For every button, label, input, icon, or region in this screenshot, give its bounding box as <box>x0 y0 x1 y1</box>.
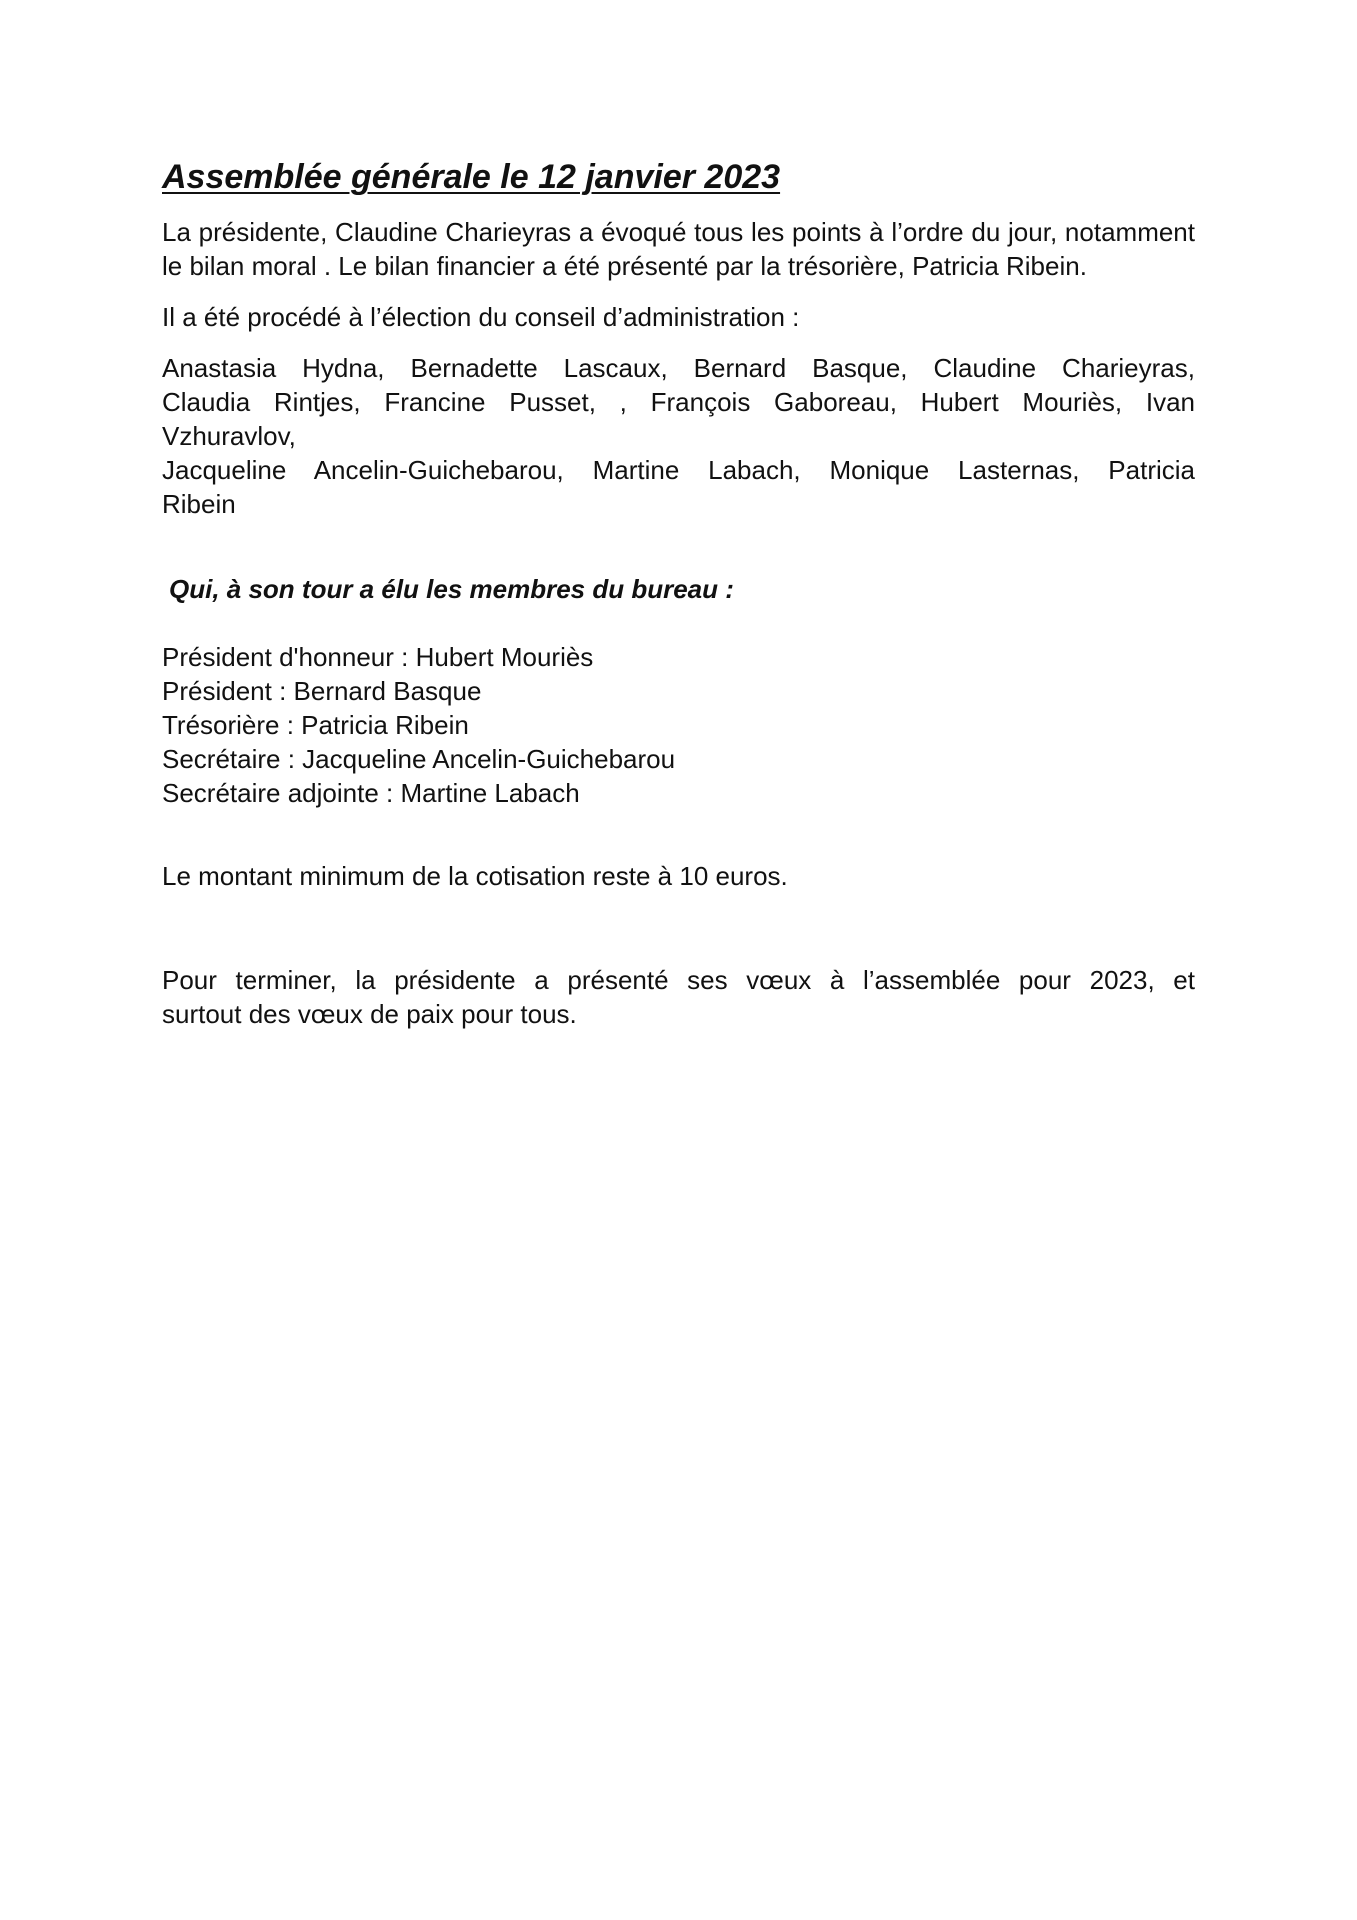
members-line: Claudia Rintjes, Francine Pusset, , François Gaboreau, Hubert Mouriès, Ivan <box>162 387 1195 417</box>
document-title: Assemblée générale le 12 janvier 2023 <box>162 158 781 196</box>
members-line: Vzhuravlov, <box>162 421 296 451</box>
members-line: Ribein <box>162 489 236 519</box>
bureau-item-honorary-president: Président d'honneur : Hubert Mouriès <box>162 642 594 672</box>
closing-line: surtout des vœux de paix pour tous. <box>162 999 577 1029</box>
closing-line: Pour terminer, la présidente a présenté ses vœux à l’assemblée pour 2023, et <box>162 965 1195 995</box>
closing-paragraph <box>162 963 1195 1031</box>
bureau-list <box>162 640 1195 810</box>
intro-paragraph: La présidente, Claudine Charieyras a évoqué tous les points à l’ordre du jour, notamment le bilan moral . Le bilan financier a été présenté par la trésorière, Patricia Ribein. <box>162 217 1195 281</box>
bureau-item-president: Président : Bernard Basque <box>162 676 482 706</box>
bureau-item-treasurer: Trésorière : Patricia Ribein <box>162 710 469 740</box>
board-members-list <box>162 351 1195 521</box>
bureau-heading: Qui, à son tour a élu les membres du bureau : <box>169 574 734 604</box>
document-page <box>162 155 1195 1057</box>
cotisation-paragraph: Le montant minimum de la cotisation reste à 10 euros. <box>162 861 788 891</box>
members-line: Jacqueline Ancelin-Guichebarou, Martine Labach, Monique Lasternas, Patricia <box>162 455 1195 485</box>
members-line: Anastasia Hydna, Bernadette Lascaux, Bernard Basque, Claudine Charieyras, <box>162 353 1195 383</box>
bureau-item-secretary: Secrétaire : Jacqueline Ancelin-Guichebarou <box>162 744 676 774</box>
bureau-item-assistant-secretary: Secrétaire adjointe : Martine Labach <box>162 778 580 808</box>
election-intro: Il a été procédé à l’élection du conseil d’administration : <box>162 302 800 332</box>
